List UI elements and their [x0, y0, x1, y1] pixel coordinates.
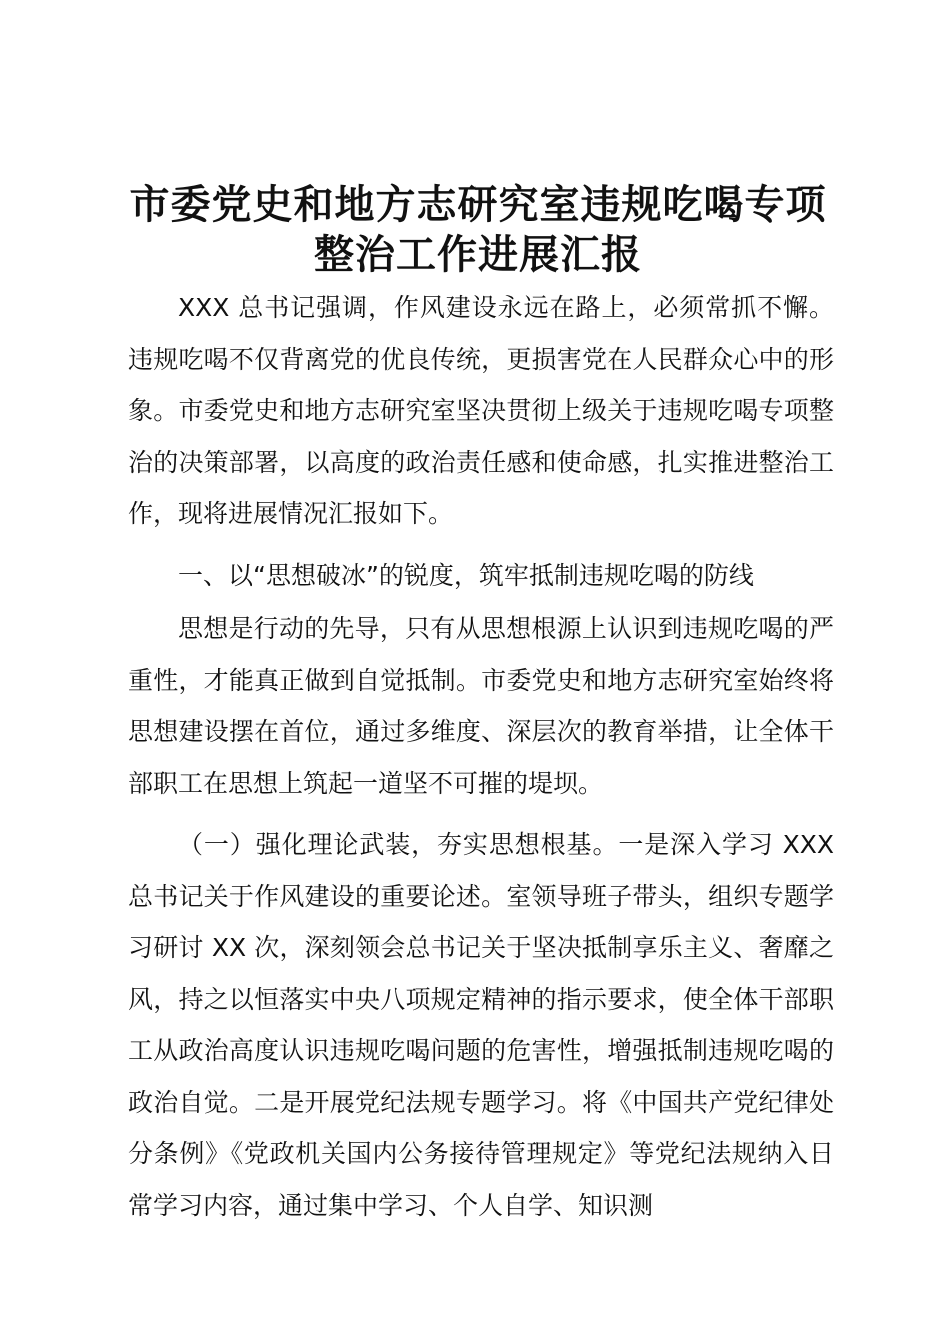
section-1-paragraph: 思想是行动的先导，只有从思想根源上认识到违规吃喝的严重性，才能真正做到自觉抵制。市委党史和地方志研究室始终将思想建设摆在首位，通过多维度、深层次的教育举措，让全体干部职工在思想上筑起一道坚不可摧的堤坝。 [128, 614, 834, 798]
intro-paragraph: XXX 总书记强调，作风建设永远在路上，必须常抓不懈。违规吃喝不仅背离党的优良传统，更损害党在人民群众心中的形象。市委党史和地方志研究室坚决贯彻上级关于违规吃喝专项整治的决策部署，以高度的政治责任感和使命感，扎实推进整治工作，现将进展情况汇报如下。 [128, 293, 834, 528]
subsection-1-paragraph: （一）强化理论武装，夯实思想根基。一是深入学习 XXX 总书记关于作风建设的重要论述。室领导班子带头，组织专题学习研讨 XX 次，深刻领会总书记关于坚决抵制享乐主义、奢靡之风，持之以恒落实中央八项规定精神的指示要求，使全体干部职工从政治高度认识违规吃喝问题的危害性，增强抵制违规吃喝的政治自觉。二是开展党纪法规专题学习。将《中国共产党纪律处分条例》《党政机关国内公务接待管理规定》等党纪法规纳入日常学习内容，通过集中学习、个人自学、知识测 [128, 830, 834, 1220]
document-title: 市委党史和地方志研究室违规吃喝专项整治工作进展汇报 [129, 181, 827, 278]
section-heading-1: 一、以“思想破冰”的锐度，筑牢抵制违规吃喝的防线 [178, 560, 754, 590]
document-body [128, 282, 834, 1231]
